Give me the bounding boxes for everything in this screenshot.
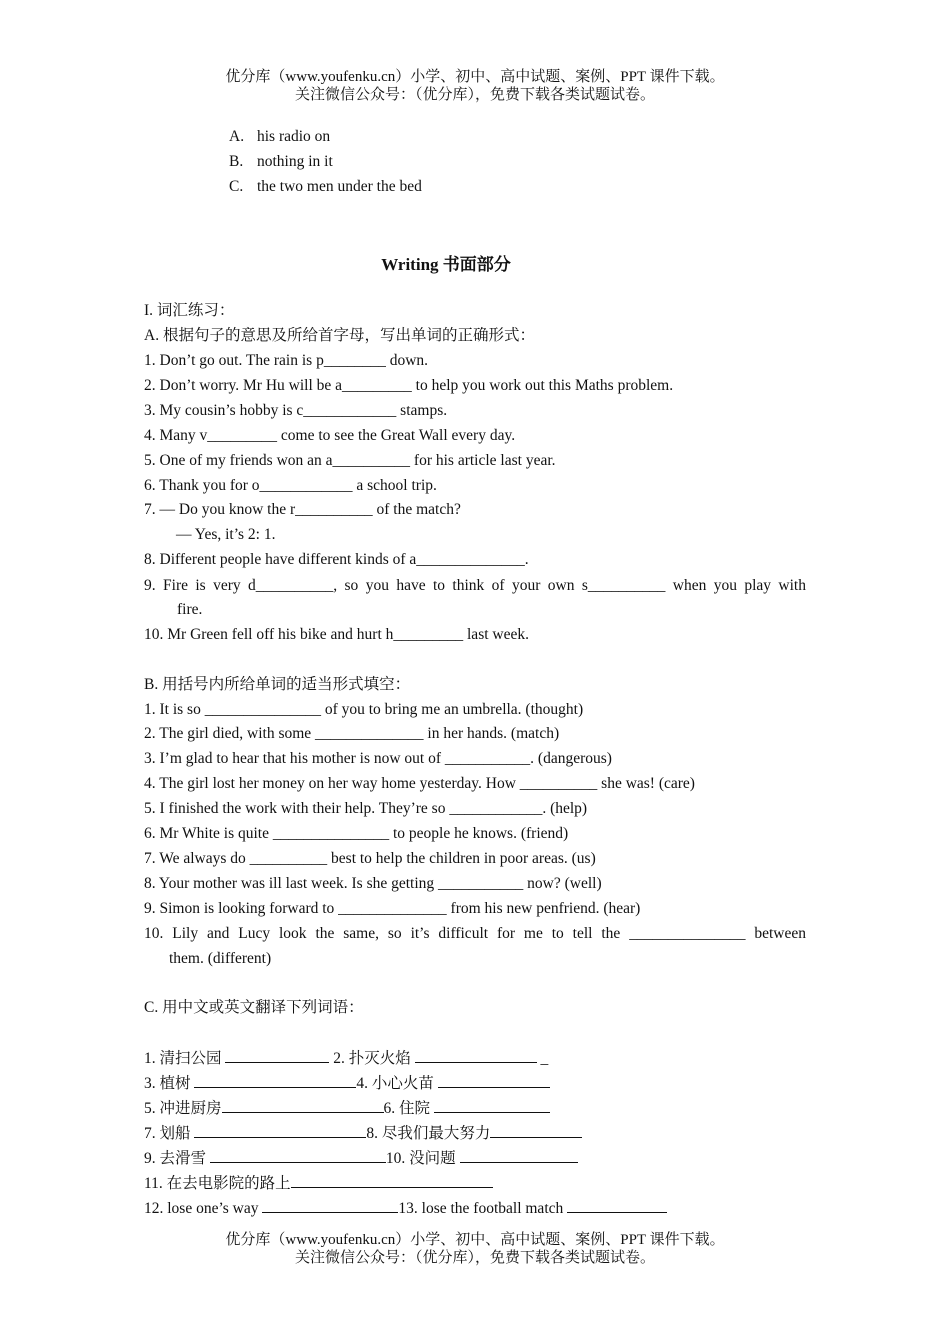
answer-blank[interactable]	[225, 1047, 329, 1063]
partB-item-8: 8. Your mother was ill last week. Is she getting ___________ now? (well)	[144, 875, 602, 892]
partC-item-a: 5. 冲进厨房	[144, 1100, 222, 1117]
answer-blank[interactable]	[194, 1072, 356, 1088]
partB-item-7: 7. We always do __________ best to help the children in poor areas. (us)	[144, 850, 596, 867]
partC-item-b: 8. 尽我们最大努力	[366, 1125, 491, 1142]
option-c	[229, 177, 422, 197]
partA-item-8: 8. Different people have different kinds of a______________.	[144, 551, 529, 568]
partA-item-10: 10. Mr Green fell off his bike and hurt h_________ last week.	[144, 626, 529, 643]
answer-blank[interactable]	[567, 1197, 667, 1213]
partC-item-a: 3. 植树	[144, 1075, 195, 1092]
partB-item-4: 4. The girl lost her money on her way home yesterday. How __________ she was! (care)	[144, 775, 695, 792]
answer-blank[interactable]	[291, 1172, 493, 1188]
option-letter: B.	[229, 153, 244, 170]
option-text: the two men under the bed	[257, 178, 422, 195]
answer-blank[interactable]	[438, 1072, 550, 1088]
page-footer	[0, 1231, 950, 1267]
answer-blank[interactable]	[194, 1122, 366, 1138]
partB-item-10-cont: them. (different)	[169, 950, 272, 967]
answer-blank[interactable]	[222, 1097, 384, 1113]
page-header	[0, 68, 950, 104]
partB-item-6: 6. Mr White is quite _______________ to people he knows. (friend)	[144, 825, 569, 842]
header-line-2: 关注微信公众号：（优分库），免费下载各类试题试卷。	[294, 87, 655, 103]
partC-item-b: 6. 住院	[383, 1100, 434, 1117]
partA-item-7: 7. — Do you know the r__________ of the match?	[144, 501, 461, 518]
partC-row-4	[144, 1122, 582, 1144]
partC-item-a: 7. 划船	[144, 1125, 195, 1142]
option-letter: A.	[229, 128, 245, 145]
partB-item-2: 2. The girl died, with some ______________ in her hands. (match)	[144, 725, 560, 742]
partA-item-4: 4. Many v_________ come to see the Great Wall every day.	[144, 427, 516, 444]
option-text: his radio on	[257, 128, 331, 145]
footer-line-1: 优分库（www.youfenku.cn）小学、初中、高中试题、案例、PPT 课件下载。	[225, 1232, 725, 1248]
answer-blank[interactable]	[490, 1122, 582, 1138]
partB-item-9: 9. Simon is looking forward to ______________ from his new penfriend. (hear)	[144, 900, 641, 917]
partA-item-1: 1. Don’t go out. The rain is p________ down.	[144, 352, 429, 369]
answer-blank[interactable]	[415, 1047, 537, 1063]
partC-row-1	[144, 1047, 548, 1069]
partA-item-2: 2. Don’t worry. Mr Hu will be a_________ to help you work out this Maths problem.	[144, 377, 674, 394]
partA-instruction: A. 根据句子的意思及所给首字母，写出单词的正确形式：	[144, 327, 535, 344]
partA-item-9-cont: fire.	[177, 601, 203, 618]
partA-item-7-answer: — Yes, it’s 2: 1.	[176, 526, 276, 543]
partC-row-6	[144, 1172, 493, 1194]
part1-title: I. 词汇练习：	[144, 302, 235, 319]
partC-item-a: 1. 清扫公园	[144, 1050, 226, 1067]
partC-item-a: 11. 在去电影院的路上	[144, 1175, 291, 1192]
partC-instruction: C. 用中文或英文翻译下列词语：	[144, 999, 364, 1016]
answer-blank[interactable]	[210, 1147, 386, 1163]
option-b	[229, 152, 333, 172]
partA-item-6: 6. Thank you for o____________ a school trip.	[144, 477, 437, 494]
option-letter: C.	[229, 178, 244, 195]
partC-row-3	[144, 1097, 550, 1119]
partC-item-a: 9. 去滑雪	[144, 1150, 210, 1167]
option-a	[229, 127, 330, 147]
partC-item-a: 12. lose one’s way	[144, 1200, 263, 1217]
partC-item-b: 2. 扑灭火焰	[329, 1050, 415, 1067]
footer-line-2: 关注微信公众号：（优分库），免费下载各类试题试卷。	[294, 1250, 655, 1266]
partB-item-5: 5. I finished the work with their help. They’re so ____________. (help)	[144, 800, 588, 817]
partC-item-b: 13. lose the football match	[398, 1200, 568, 1217]
partC-row-7	[144, 1197, 667, 1219]
section-title: Writing 书面部分	[381, 255, 511, 274]
partC-item-b: 10. 没问题	[385, 1150, 460, 1167]
partC-item-b: 4. 小心火苗	[356, 1075, 438, 1092]
partB-item-3: 3. I’m glad to hear that his mother is now out of ___________. (dangerous)	[144, 750, 612, 767]
header-line-1: 优分库（www.youfenku.cn）小学、初中、高中试题、案例、PPT 课件下载。	[225, 69, 725, 85]
partC-row-5	[144, 1147, 578, 1169]
partA-item-3: 3. My cousin’s hobby is c____________ stamps.	[144, 402, 448, 419]
partB-instruction: B. 用括号内所给单词的适当形式填空：	[144, 676, 411, 693]
answer-blank[interactable]	[434, 1097, 550, 1113]
answer-blank[interactable]	[262, 1197, 398, 1213]
answer-blank[interactable]	[460, 1147, 578, 1163]
partB-item-1: 1. It is so _______________ of you to bring me an umbrella. (thought)	[144, 701, 584, 718]
partB-item-10: 10. Lily and Lucy look the same, so it’s difficult for me to tell the _______________ between	[144, 925, 806, 942]
option-text: nothing in it	[257, 153, 333, 170]
partA-item-9: 9. Fire is very d__________, so you have to think of your own s__________ when you play with	[144, 577, 806, 594]
partC-row-2	[144, 1072, 550, 1094]
partA-item-5: 5. One of my friends won an a__________ for his article last year.	[144, 452, 556, 469]
partC-item-c: _	[536, 1050, 549, 1067]
